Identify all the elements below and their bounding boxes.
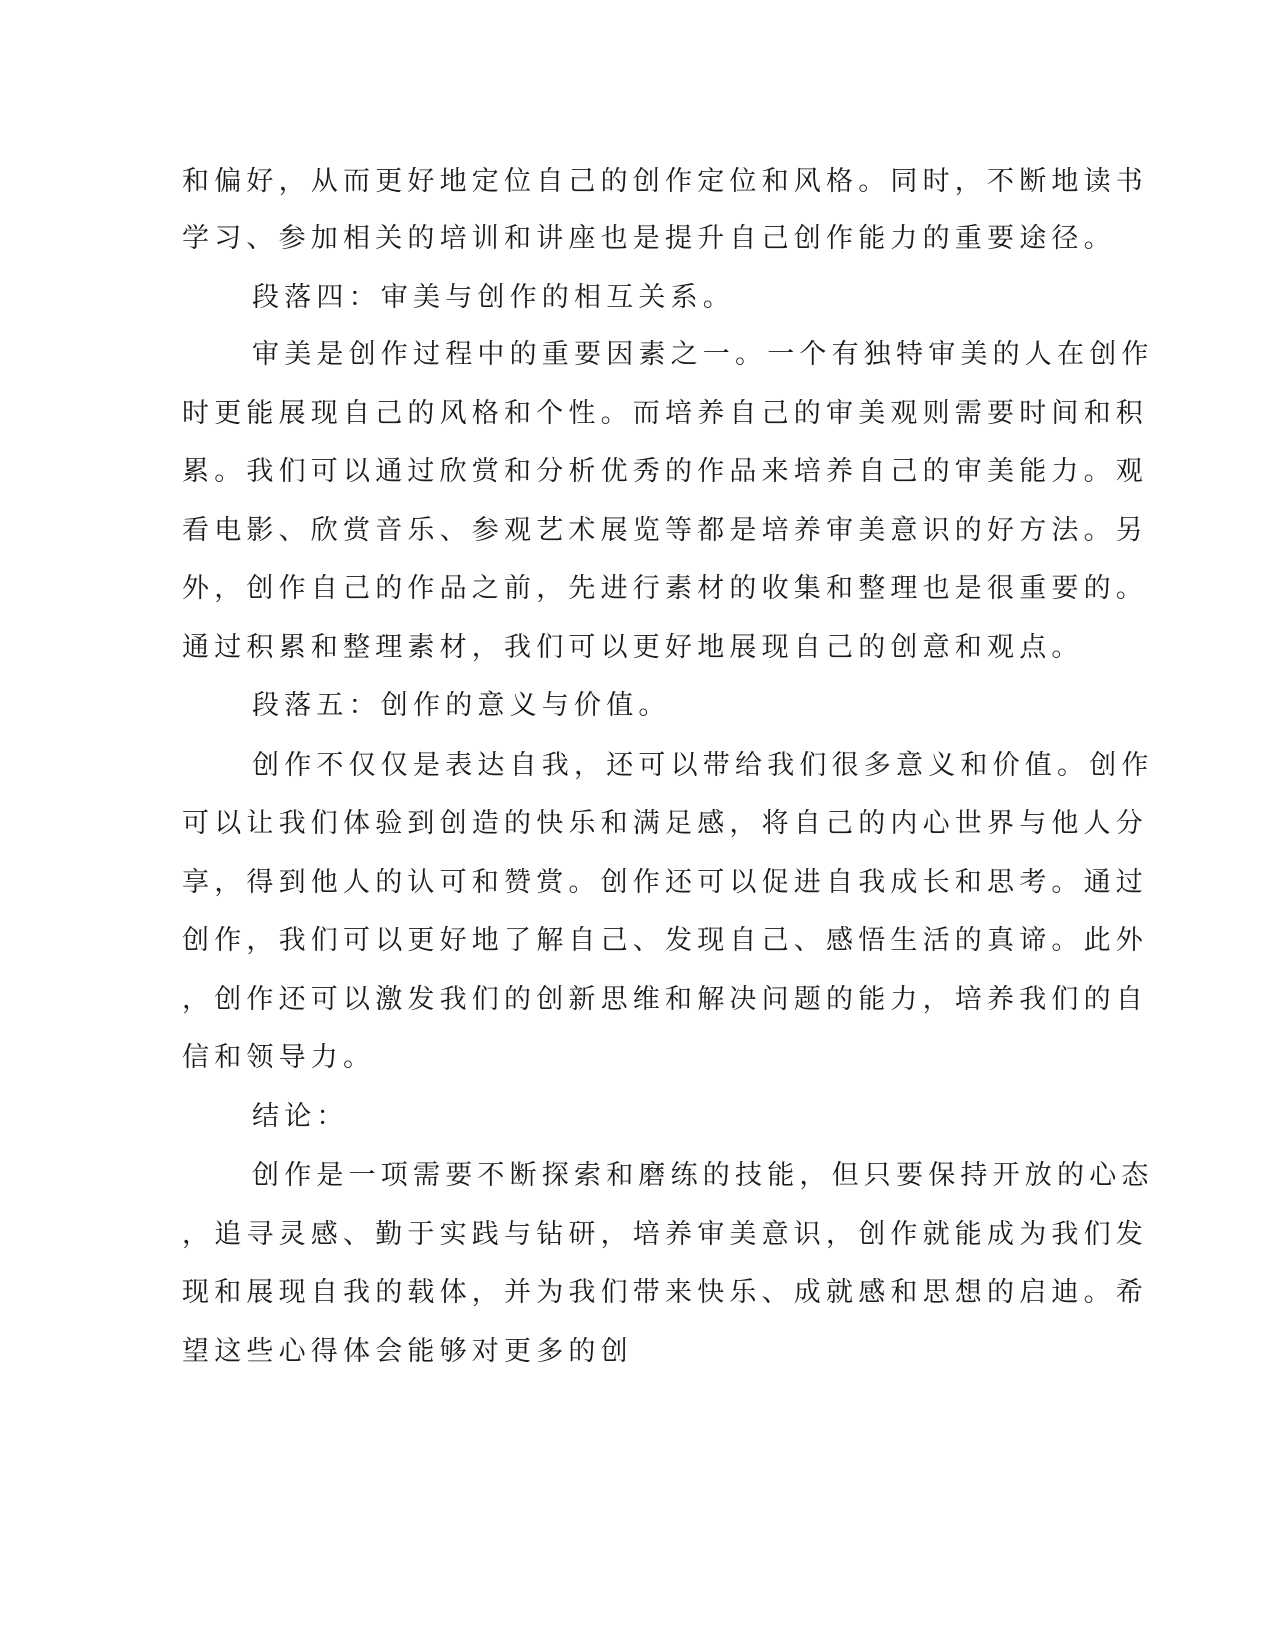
body-text-line: 学习、参加相关的培训和讲座也是提升自己创作能力的重要途径。 [182, 223, 1116, 254]
body-text-line: ，追寻灵感、勤于实践与钻研，培养审美意识，创作就能成为我们发 [182, 1219, 1148, 1250]
body-text-line: 时更能展现自己的风格和个性。而培养自己的审美观则需要时间和积 [182, 398, 1148, 429]
body-text-line: 望这些心得体会能够对更多的创 [182, 1336, 633, 1367]
body-text-line: 信和领导力。 [182, 1042, 376, 1073]
body-text-line: 现和展现自我的载体，并为我们带来快乐、成就感和思想的启迪。希 [182, 1277, 1148, 1308]
body-text-line: 审美是创作过程中的重要因素之一。一个有独特审美的人在创作 [252, 339, 1154, 370]
body-text-line: 创作不仅仅是表达自我，还可以带给我们很多意义和价值。创作 [252, 750, 1154, 781]
body-text-line: 创作是一项需要不断探索和磨练的技能，但只要保持开放的心态 [252, 1160, 1154, 1191]
body-text-line: ，创作还可以激发我们的创新思维和解决问题的能力，培养我们的自 [182, 984, 1148, 1015]
conclusion-heading: 结论： [252, 1101, 349, 1132]
body-text-line: 看电影、欣赏音乐、参观艺术展览等都是培养审美意识的好方法。另 [182, 515, 1148, 546]
section-heading-4: 段落四：审美与创作的相互关系。 [252, 282, 735, 313]
body-text-line: 创作，我们可以更好地了解自己、发现自己、感悟生活的真谛。此外 [182, 925, 1148, 956]
body-text-line: 外，创作自己的作品之前，先进行素材的收集和整理也是很重要的。 [182, 573, 1148, 604]
body-text-line: 累。我们可以通过欣赏和分析优秀的作品来培养自己的审美能力。观 [182, 456, 1148, 487]
section-heading-5: 段落五：创作的意义与价值。 [252, 690, 671, 721]
body-text-line: 可以让我们体验到创造的快乐和满足感，将自己的内心世界与他人分 [182, 808, 1148, 839]
body-text-line: 和偏好，从而更好地定位自己的创作定位和风格。同时，不断地读书 [182, 166, 1148, 197]
body-text-line: 通过积累和整理素材，我们可以更好地展现自己的创意和观点。 [182, 632, 1084, 663]
body-text-line: 享，得到他人的认可和赞赏。创作还可以促进自我成长和思考。通过 [182, 867, 1148, 898]
